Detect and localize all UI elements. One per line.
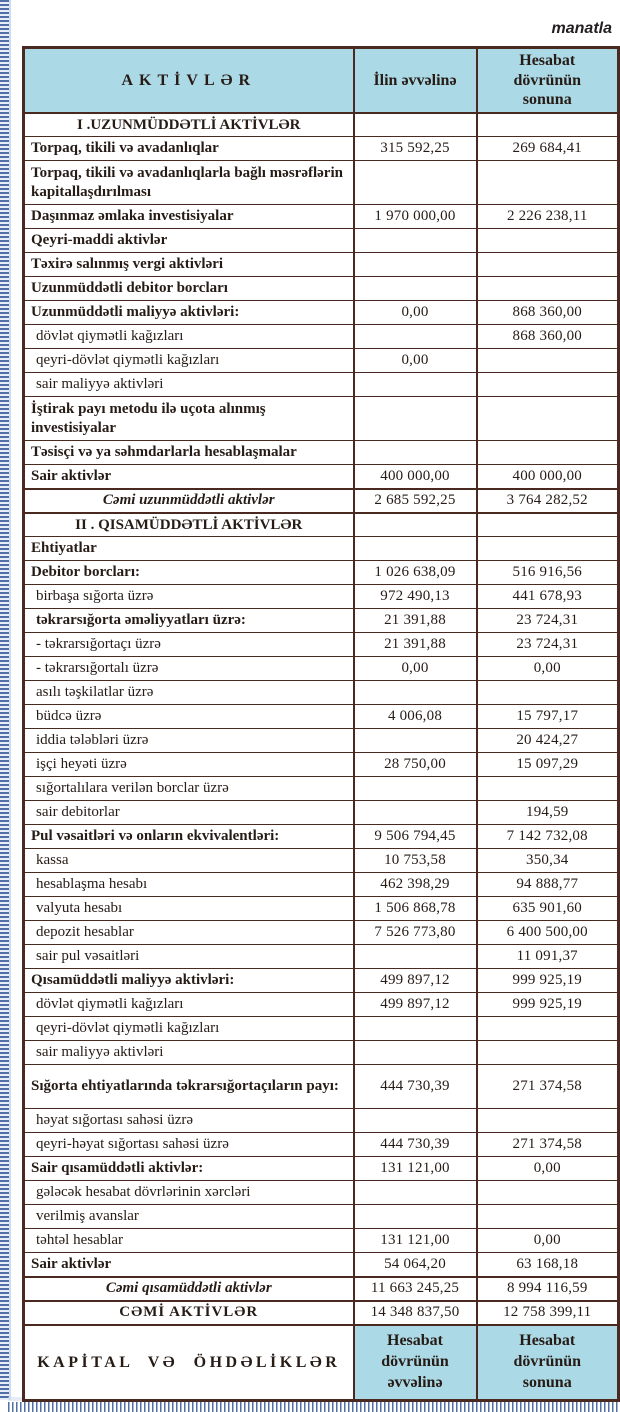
row-label: dövlət qiymətli kağızları <box>24 993 354 1017</box>
row-value-period-end: 23 724,31 <box>477 609 619 633</box>
row-label: həyat sığortası sahəsi üzrə <box>24 1109 354 1133</box>
row-value-year-start: 14 348 837,50 <box>354 1301 477 1325</box>
table-row <box>24 729 619 753</box>
row-value-period-end <box>477 161 619 205</box>
header-row <box>24 48 619 113</box>
table-row <box>24 945 619 969</box>
row-value-year-start: 0,00 <box>354 349 477 373</box>
table-header <box>24 48 619 113</box>
row-value-year-start <box>354 777 477 801</box>
row-label: birbaşa sığorta üzrə <box>24 585 354 609</box>
row-label: Sair aktivlər <box>24 1253 354 1277</box>
row-value-period-end: 15 097,29 <box>477 753 619 777</box>
row-label: təhtəl hesablar <box>24 1229 354 1253</box>
row-value-year-start: 1 506 868,78 <box>354 897 477 921</box>
row-value-period-end: 271 374,58 <box>477 1065 619 1109</box>
row-value-period-end: 350,34 <box>477 849 619 873</box>
row-label: qeyri-dövlət qiymətli kağızları <box>24 349 354 373</box>
table-row <box>24 161 619 205</box>
row-value-period-end: 94 888,77 <box>477 873 619 897</box>
row-label: depozit hesablar <box>24 921 354 945</box>
row-value-period-end <box>477 229 619 253</box>
binding-stripe-bottom-decoration <box>8 1402 620 1412</box>
row-value-period-end: 2 226 238,11 <box>477 205 619 229</box>
table-row <box>24 969 619 993</box>
row-label: hesablaşma hesabı <box>24 873 354 897</box>
col-header-assets: AKTİVLƏR <box>24 48 354 113</box>
row-label: sığortalılara verilən borclar üzrə <box>24 777 354 801</box>
row-value-year-start: 7 526 773,80 <box>354 921 477 945</box>
row-value-period-end <box>477 537 619 561</box>
row-value-year-start: 972 490,13 <box>354 585 477 609</box>
row-value-year-start: 131 121,00 <box>354 1157 477 1181</box>
row-value-year-start <box>354 729 477 753</box>
row-label: Debitor borcları: <box>24 561 354 585</box>
row-value-year-start: 54 064,20 <box>354 1253 477 1277</box>
row-label: Sair qısamüddətli aktivlər: <box>24 1157 354 1181</box>
row-value-year-start <box>354 113 477 137</box>
row-value-period-end <box>477 513 619 537</box>
row-value-year-start <box>354 537 477 561</box>
row-value-year-start: 499 897,12 <box>354 993 477 1017</box>
row-value-year-start: 315 592,25 <box>354 137 477 161</box>
row-label: Qısamüddətli maliyyə aktivləri: <box>24 969 354 993</box>
table-row <box>24 585 619 609</box>
row-label: Uzunmüddətli debitor borcları <box>24 277 354 301</box>
binding-stripe-left-decoration <box>0 0 11 1400</box>
row-label: kassa <box>24 849 354 873</box>
currency-unit-note: manatla <box>551 20 612 37</box>
row-value-period-end: 635 901,60 <box>477 897 619 921</box>
table-row <box>24 253 619 277</box>
row-value-period-end: 12 758 399,11 <box>477 1301 619 1325</box>
row-value-period-end <box>477 1181 619 1205</box>
table-row <box>24 753 619 777</box>
row-value-year-start <box>354 161 477 205</box>
row-value-period-end: 8 994 116,59 <box>477 1277 619 1301</box>
row-value-year-start <box>354 441 477 465</box>
row-label: Pul vəsaitləri və onların ekvivalentləri: <box>24 825 354 849</box>
table-row <box>24 277 619 301</box>
row-label: sair pul vəsaitləri <box>24 945 354 969</box>
table-row <box>24 633 619 657</box>
row-label: İştirak payı metodu ilə uçota alınmış investisiyalar <box>24 397 354 441</box>
row-value-year-start <box>354 513 477 537</box>
row-value-period-end: 999 925,19 <box>477 993 619 1017</box>
row-label: Təxirə salınmış vergi aktivləri <box>24 253 354 277</box>
table-row <box>24 897 619 921</box>
table-row <box>24 777 619 801</box>
row-value-year-start: 0,00 <box>354 301 477 325</box>
row-value-year-start: 444 730,39 <box>354 1065 477 1109</box>
row-value-period-end: 11 091,37 <box>477 945 619 969</box>
row-label: Sığorta ehtiyatlarında təkrarsığortaçıların payı: <box>24 1065 354 1109</box>
row-label: Cəmi qısamüddətli aktivlər <box>24 1277 354 1301</box>
row-value-year-start <box>354 277 477 301</box>
table-row <box>24 465 619 489</box>
table-row <box>24 609 619 633</box>
row-value-year-start: 499 897,12 <box>354 969 477 993</box>
row-value-year-start: 28 750,00 <box>354 753 477 777</box>
table-row <box>24 705 619 729</box>
row-value-period-end <box>477 1041 619 1065</box>
table-body <box>24 113 619 1325</box>
row-value-year-start <box>354 397 477 441</box>
table-row <box>24 801 619 825</box>
footer-col-header-period-end: Hesabat dövrünün sonuna <box>477 1325 619 1401</box>
balance-sheet-table <box>22 46 620 1402</box>
table-row <box>24 561 619 585</box>
table-row <box>24 1181 619 1205</box>
table-row <box>24 825 619 849</box>
row-value-period-end <box>477 1205 619 1229</box>
row-value-period-end <box>477 681 619 705</box>
row-value-period-end: 20 424,27 <box>477 729 619 753</box>
table-row <box>24 1229 619 1253</box>
row-value-period-end: 999 925,19 <box>477 969 619 993</box>
row-label: II . QISAMÜDDƏTLİ AKTİVLƏR <box>24 513 354 537</box>
table-row <box>24 113 619 137</box>
row-value-year-start <box>354 325 477 349</box>
table-row <box>24 1253 619 1277</box>
row-value-period-end: 6 400 500,00 <box>477 921 619 945</box>
table-row <box>24 537 619 561</box>
row-label: - təkrarsığortalı üzrə <box>24 657 354 681</box>
table-row <box>24 301 619 325</box>
row-label: dövlət qiymətli kağızları <box>24 325 354 349</box>
table-footer <box>24 1325 619 1401</box>
row-value-year-start: 462 398,29 <box>354 873 477 897</box>
row-value-year-start <box>354 373 477 397</box>
table-row <box>24 1205 619 1229</box>
table-row <box>24 1017 619 1041</box>
table-row <box>24 441 619 465</box>
row-value-year-start: 4 006,08 <box>354 705 477 729</box>
row-label: Daşınmaz əmlaka investisiyalar <box>24 205 354 229</box>
row-value-period-end <box>477 1017 619 1041</box>
table-row <box>24 397 619 441</box>
row-value-year-start <box>354 801 477 825</box>
row-value-period-end: 441 678,93 <box>477 585 619 609</box>
row-label: sair debitorlar <box>24 801 354 825</box>
row-label: Uzunmüddətli maliyyə aktivləri: <box>24 301 354 325</box>
row-value-period-end <box>477 777 619 801</box>
row-value-period-end: 400 000,00 <box>477 465 619 489</box>
footer-row <box>24 1325 619 1401</box>
row-label: qeyri-dövlət qiymətli kağızları <box>24 1017 354 1041</box>
row-label: sair maliyyə aktivləri <box>24 373 354 397</box>
row-value-period-end <box>477 253 619 277</box>
table-row <box>24 1133 619 1157</box>
col-header-period-end: Hesabat dövrünün sonuna <box>477 48 619 113</box>
row-value-period-end: 0,00 <box>477 1229 619 1253</box>
row-label: gələcək hesabat dövrlərinin xərcləri <box>24 1181 354 1205</box>
row-label: Torpaq, tikili və avadanlıqlar <box>24 137 354 161</box>
row-value-year-start <box>354 945 477 969</box>
footer-col-header-period-start: Hesabat dövrünün əvvəlinə <box>354 1325 477 1401</box>
row-value-year-start: 2 685 592,25 <box>354 489 477 513</box>
row-value-period-end: 23 724,31 <box>477 633 619 657</box>
row-value-period-end: 269 684,41 <box>477 137 619 161</box>
row-value-year-start <box>354 1205 477 1229</box>
table-row <box>24 921 619 945</box>
row-value-period-end: 0,00 <box>477 1157 619 1181</box>
table-row <box>24 681 619 705</box>
row-label: Torpaq, tikili və avadanlıqlarla bağlı məsrəflərin kapitallaşdırılması <box>24 161 354 205</box>
row-value-period-end: 516 916,56 <box>477 561 619 585</box>
row-value-year-start <box>354 253 477 277</box>
row-value-year-start <box>354 1017 477 1041</box>
row-label: Qeyri-maddi aktivlər <box>24 229 354 253</box>
row-label: I .UZUNMÜDDƏTLİ AKTİVLƏR <box>24 113 354 137</box>
row-value-period-end: 868 360,00 <box>477 301 619 325</box>
table-row <box>24 349 619 373</box>
row-value-period-end: 194,59 <box>477 801 619 825</box>
col-header-year-start: İlin əvvəlinə <box>354 48 477 113</box>
row-value-period-end: 271 374,58 <box>477 1133 619 1157</box>
table-row <box>24 657 619 681</box>
row-value-period-end: 15 797,17 <box>477 705 619 729</box>
row-value-year-start: 21 391,88 <box>354 609 477 633</box>
row-value-year-start: 131 121,00 <box>354 1229 477 1253</box>
table-row <box>24 1065 619 1109</box>
row-label: Cəmi uzunmüddətli aktivlər <box>24 489 354 513</box>
row-value-period-end <box>477 397 619 441</box>
row-value-year-start <box>354 229 477 253</box>
row-value-year-start: 400 000,00 <box>354 465 477 489</box>
table-row <box>24 229 619 253</box>
row-value-year-start: 21 391,88 <box>354 633 477 657</box>
row-value-period-end <box>477 1109 619 1133</box>
row-value-period-end <box>477 349 619 373</box>
row-value-period-end <box>477 441 619 465</box>
table-row <box>24 993 619 1017</box>
row-label: qeyri-həyat sığortası sahəsi üzrə <box>24 1133 354 1157</box>
table-row <box>24 1109 619 1133</box>
row-value-period-end: 0,00 <box>477 657 619 681</box>
row-value-year-start <box>354 681 477 705</box>
row-label: valyuta hesabı <box>24 897 354 921</box>
row-value-period-end <box>477 113 619 137</box>
row-label: - təkrarsığortaçı üzrə <box>24 633 354 657</box>
row-label: təkrarsığorta əməliyyatları üzrə: <box>24 609 354 633</box>
row-label: Ehtiyatlar <box>24 537 354 561</box>
table-row <box>24 325 619 349</box>
row-label: büdcə üzrə <box>24 705 354 729</box>
table-row <box>24 1301 619 1325</box>
row-value-period-end: 7 142 732,08 <box>477 825 619 849</box>
row-label: iddia tələbləri üzrə <box>24 729 354 753</box>
table-row <box>24 849 619 873</box>
row-label: verilmiş avanslar <box>24 1205 354 1229</box>
table-row <box>24 1041 619 1065</box>
table-row <box>24 873 619 897</box>
row-value-year-start <box>354 1109 477 1133</box>
footer-section-title: KAPİTAL VƏ ÖHDƏLİKLƏR <box>24 1325 354 1401</box>
row-value-year-start: 0,00 <box>354 657 477 681</box>
table-row <box>24 489 619 513</box>
row-value-year-start: 444 730,39 <box>354 1133 477 1157</box>
row-value-year-start <box>354 1181 477 1205</box>
row-value-period-end <box>477 277 619 301</box>
row-value-period-end <box>477 373 619 397</box>
row-value-year-start <box>354 1041 477 1065</box>
row-value-period-end: 3 764 282,52 <box>477 489 619 513</box>
table-row <box>24 1277 619 1301</box>
row-value-period-end: 63 168,18 <box>477 1253 619 1277</box>
table-row <box>24 137 619 161</box>
table-row <box>24 205 619 229</box>
row-label: Sair aktivlər <box>24 465 354 489</box>
row-value-year-start: 1 026 638,09 <box>354 561 477 585</box>
row-value-year-start: 9 506 794,45 <box>354 825 477 849</box>
table-row <box>24 373 619 397</box>
row-value-period-end: 868 360,00 <box>477 325 619 349</box>
row-value-year-start: 1 970 000,00 <box>354 205 477 229</box>
table-row <box>24 513 619 537</box>
row-label: CƏMİ AKTİVLƏR <box>24 1301 354 1325</box>
row-label: sair maliyyə aktivləri <box>24 1041 354 1065</box>
row-value-year-start: 11 663 245,25 <box>354 1277 477 1301</box>
row-value-year-start: 10 753,58 <box>354 849 477 873</box>
row-label: Təsisçi və ya səhmdarlarla hesablaşmalar <box>24 441 354 465</box>
table-row <box>24 1157 619 1181</box>
row-label: asılı təşkilatlar üzrə <box>24 681 354 705</box>
row-label: işçi heyəti üzrə <box>24 753 354 777</box>
